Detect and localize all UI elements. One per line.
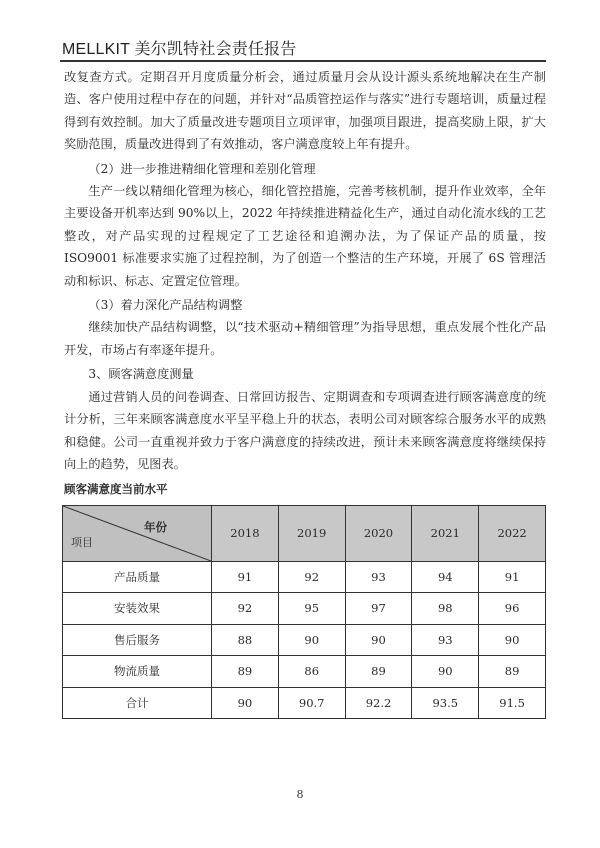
satisfaction-table [62, 505, 546, 720]
table-cell: 98 [412, 593, 479, 625]
table-row [63, 593, 546, 625]
table-cell: 95 [278, 593, 345, 625]
corner-label-item: 项目 [71, 536, 93, 550]
report-header-title: MELLKIT 美尔凯特社会责任报告 [62, 41, 297, 58]
year-header: 2018 [212, 505, 279, 561]
paragraph-product-structure: 继续加快产品结构调整，以“技术驱动+精细管理”为指导思想，重点发展个性化产品开发，市场占有率逐年提升。 [64, 320, 546, 357]
table-row-total [63, 687, 546, 719]
table-cell: 90 [212, 687, 279, 719]
row-label: 安装效果 [63, 593, 212, 625]
table-cell: 97 [345, 593, 412, 625]
corner-label-year: 年份 [144, 519, 167, 534]
page-number: 8 [296, 788, 304, 801]
year-header: 2021 [412, 505, 479, 561]
table-cell: 91 [212, 561, 279, 593]
year-header: 2020 [345, 505, 412, 561]
table-row [63, 656, 546, 688]
table-cell: 92 [212, 593, 279, 625]
header-divider [60, 60, 546, 62]
table-cell: 86 [278, 656, 345, 688]
row-label: 合计 [63, 687, 212, 719]
table-cell: 92.2 [345, 687, 412, 719]
table-cell: 93 [345, 561, 412, 593]
table-cell: 90 [412, 656, 479, 688]
table-cell: 89 [479, 656, 546, 688]
table-cell: 90 [278, 624, 345, 656]
year-header: 2022 [479, 505, 546, 561]
table-cell: 96 [479, 593, 546, 625]
table-cell: 89 [212, 656, 279, 688]
section-heading-product-structure: （3）着力深化产品结构调整 [88, 298, 243, 313]
row-label: 产品质量 [63, 561, 212, 593]
table-cell: 90 [345, 624, 412, 656]
paragraph-refined-management: 生产一线以精细化管理为核心，细化管控措施，完善考核机制，提升作业效率，全年主要设备开机率达到 90%以上，2022 年持续推进精益化生产，通过自动化流水线的工艺整改，对产品实现的过程规定了工艺途径和追溯办法，为了保证产品的质量，按 ISO9001 标准要求实施了过程控制，为了创造一个整洁的生产环境，开展了 6S 管理活动和标识、标志、定置定位管理。 [64, 184, 546, 288]
section-heading-satisfaction: 3、顾客满意度测量 [88, 367, 194, 382]
page-content [64, 66, 546, 719]
table-cell: 94 [412, 561, 479, 593]
table-cell: 88 [212, 624, 279, 656]
table-cell: 90.7 [278, 687, 345, 719]
year-header: 2019 [278, 505, 345, 561]
row-label: 售后服务 [63, 624, 212, 656]
paragraph-satisfaction: 通过营销人员的问卷调查、日常回访报告、定期调查和专项调查进行顾客满意度的统计分析，三年来顾客满意度水平呈平稳上升的状态，表明公司对顾客综合服务水平的成熟和稳健。公司一直重视并致力于客户满意度的持续改进，预计未来顾客满意度将继续保持向上的趋势，见图表。 [64, 389, 546, 471]
table-cell: 92 [278, 561, 345, 593]
table-title: 顾客满意度当前水平 [64, 482, 168, 497]
table-corner-cell [63, 505, 212, 561]
paragraph-quality-analysis: 改复查方式。定期召开月度质量分析会，通过质量月会从设计源头系统地解决在生产制造、客户使用过程中存在的问题，并针对“品质管控运作与落实”进行专题培训，质量过程得到有效控制。加大了质量改进专题项目立项评审，加强项目跟进，提高奖励上限，扩大奖励范围，质量改进得到了有效推动，客户满意度较上年有提升。 [64, 70, 546, 152]
table-row [63, 561, 546, 593]
table-cell: 91 [479, 561, 546, 593]
section-heading-refined-management: （2）进一步推进精细化管理和差别化管理 [88, 161, 316, 176]
table-row [63, 624, 546, 656]
table-cell: 89 [345, 656, 412, 688]
table-cell: 93 [412, 624, 479, 656]
table-cell: 90 [479, 624, 546, 656]
table-cell: 91.5 [479, 687, 546, 719]
table-header-row [63, 505, 546, 561]
row-label: 物流质量 [63, 656, 212, 688]
table-cell: 93.5 [412, 687, 479, 719]
